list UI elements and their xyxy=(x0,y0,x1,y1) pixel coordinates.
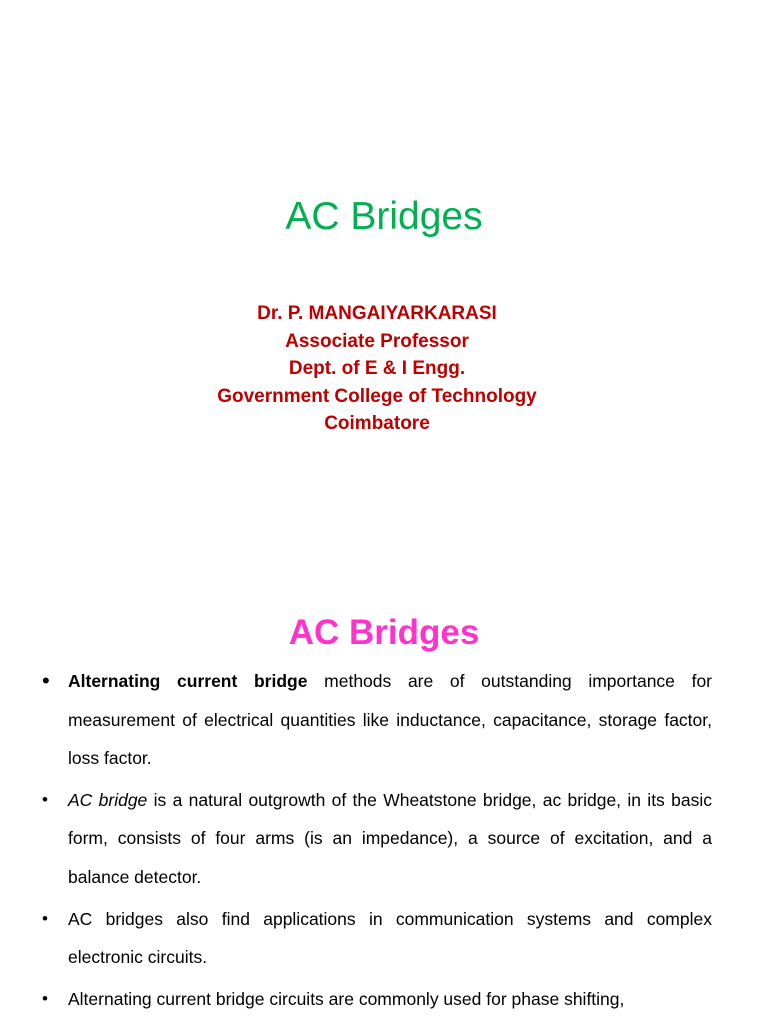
author-institution: Government College of Technology xyxy=(217,385,537,407)
author-city: Coimbatore xyxy=(324,413,430,434)
list-item xyxy=(42,980,712,1019)
author-name: Dr. P. MANGAIYARKARASI xyxy=(257,303,497,324)
bullet-text: Alternating current bridge circuits are commonly used for phase shifting, xyxy=(68,988,625,1009)
bullet-lead-text: Alternating current bridge xyxy=(68,671,308,691)
list-item xyxy=(42,662,712,778)
bullet-text: AC bridges also find applications in communication systems and complex electronic circuits. xyxy=(68,908,712,968)
bullet-icon: • xyxy=(42,988,48,1008)
author-designation: Associate Professor xyxy=(285,330,469,352)
list-item xyxy=(42,781,712,897)
slide-title: AC Bridges xyxy=(285,195,483,238)
bullet-icon: • xyxy=(42,908,48,928)
bullet-text: is a natural outgrowth of the Wheatstone bridge, ac bridge, in its basic form, consists of four arms (is an impedance), a source of excitation, and a balance detector. xyxy=(68,789,712,887)
slide-title: AC Bridges xyxy=(288,613,480,652)
bullet-icon: • xyxy=(42,668,50,693)
bullet-list xyxy=(42,662,712,1021)
bullet-icon: • xyxy=(42,789,48,809)
content-slide xyxy=(0,560,768,1024)
bullet-lead-text: AC bridge xyxy=(68,789,148,810)
author-info xyxy=(0,300,754,438)
author-department: Dept. of E & I Engg. xyxy=(288,358,466,379)
bullet-text: methods are of outstanding importance for measurement of electrical quantities like inductance, capacitance, storage factor, loss factor. xyxy=(68,671,712,769)
list-item xyxy=(42,900,712,977)
